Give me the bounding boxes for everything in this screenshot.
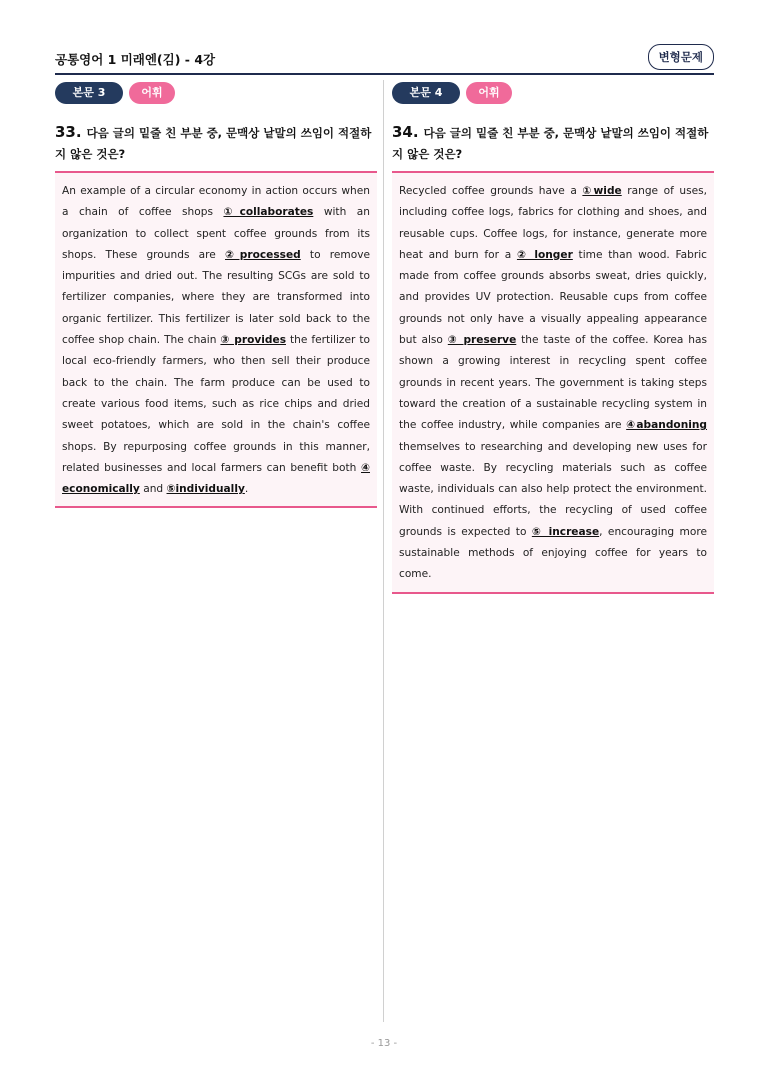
passage-text: Recycled coffee grounds have a — [399, 185, 583, 197]
passage-text: . — [244, 483, 249, 496]
left-tags — [55, 82, 377, 104]
left-question-number: 33. — [55, 123, 82, 141]
right-tags — [392, 82, 714, 104]
left-question-text: 다음 글의 밑줄 친 부분 중, 문맥상 낱말의 쓰임이 적절하지 않은 것은? — [55, 126, 372, 161]
passage-text: range of uses, including coffee logs, fabrics for clothing and shoes, and reusable cups. Coffee logs, for instance, generate more heat and burn for a — [399, 185, 708, 261]
right-type-tag: 어휘 — [466, 82, 512, 104]
passage-text: with an organization to collect spent coffee grounds from its shops. These grounds are — [62, 206, 370, 261]
underlined-choice: ①collaborates — [223, 206, 314, 219]
underlined-choice: ④abandoning — [626, 419, 707, 432]
passage-text: the taste of the coffee. Korea has shown a growing interest in recycling spent coffee grounds in recent years. The government is taking steps toward the creation of a sustainable recycling system in the coffee industry, while companies are — [399, 334, 708, 432]
right-passage — [399, 181, 707, 586]
right-bottom-rule — [392, 592, 714, 594]
left-passage — [62, 181, 370, 500]
underlined-choice: ③ preserve — [447, 334, 517, 347]
left-question — [55, 122, 377, 165]
left-bottom-rule — [55, 506, 377, 508]
header-rule — [55, 73, 714, 75]
passage-text: themselves to researching and developing new uses for coffee waste. By recycling materials such as coffee waste, individuals can also help protect the environment. With continued efforts, the recycling of used coffee grounds is expected to — [399, 440, 707, 538]
underlined-choice: ①wide — [582, 185, 622, 197]
right-passage-box — [392, 173, 714, 592]
right-question — [392, 122, 714, 165]
left-passage-box — [55, 173, 377, 506]
passage-text: the fertilizer to local eco-friendly farmers, who then sell their produce back to the chain. The farm produce can be used to create various food items, such as rice chips and dried sweet potatoes, which are sold in the chain's coffee shops. By repurposing coffee grounds in this manner, related businesses and local farmers can benefit both — [62, 334, 370, 474]
page-number: - 13 - — [370, 1038, 398, 1049]
header-badge: 변형문제 — [648, 44, 714, 70]
passage-text: An example of a circular economy in action occurs when a chain of coffee shops — [62, 185, 370, 219]
left-type-tag: 어휘 — [129, 82, 175, 104]
underlined-choice: ② longer — [516, 248, 573, 261]
right-question-number: 34. — [392, 123, 419, 141]
header-title: 공통영어 1 미래엔(김) - 4강 — [55, 52, 216, 67]
underlined-choice: ④ economically — [62, 461, 370, 496]
right-question-text: 다음 글의 밑줄 친 부분 중, 문맥상 낱말의 쓰임이 적절하지 않은 것은? — [392, 126, 709, 161]
page-header — [55, 44, 714, 74]
underlined-choice: ②processed — [225, 248, 301, 261]
passage-text: time than wood. Fabric made from coffee grounds absorbs sweat, dries quickly, and provides UV protection. Reusable cups from coffee grounds not only have a visually appealing appearance but also — [399, 248, 707, 347]
underlined-choice: ③ provides — [220, 334, 286, 347]
passage-text: to remove impurities and dried out. The resulting SCGs are sold to fertilizer companies, where they are transformed into organic fertilizer. This fertilizer is later sold back to the coffee shop chain. The chain — [62, 248, 370, 347]
passage-text: and — [139, 483, 167, 496]
underlined-choice: ⑤ increase — [531, 525, 600, 538]
column-divider — [383, 80, 384, 1022]
right-column — [392, 82, 714, 594]
underlined-choice: ⑤individually — [166, 483, 245, 496]
left-column — [55, 82, 377, 508]
right-section-tag: 본문 4 — [392, 82, 460, 104]
left-section-tag: 본문 3 — [55, 82, 123, 104]
passage-text: , encouraging more sustainable methods of enjoying coffee for years to come. — [399, 525, 707, 581]
